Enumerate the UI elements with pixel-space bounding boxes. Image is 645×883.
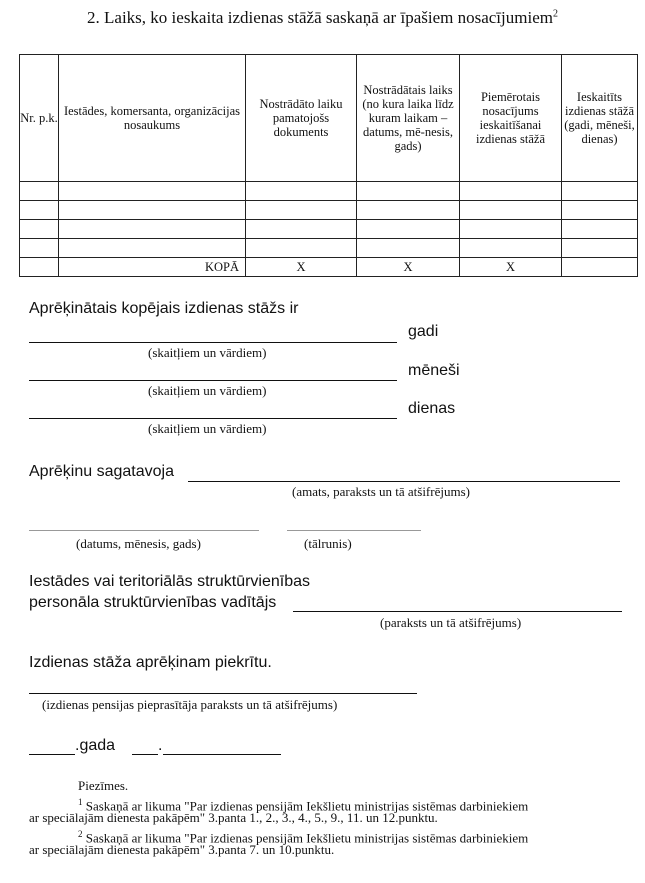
footnote-mark: 2 bbox=[552, 8, 558, 20]
col-header-institution: Iestādes, komersanta, organizācijas nosaukums bbox=[59, 55, 246, 182]
table-row[interactable] bbox=[20, 201, 638, 220]
prepared-hint: (amats, paraksts un tā atšifrējums) bbox=[292, 484, 470, 499]
col-header-document: Nostrādāto laiku pamatojošs dokuments bbox=[246, 55, 357, 182]
note-1-mark: 1 bbox=[78, 797, 83, 807]
table-row[interactable] bbox=[20, 239, 638, 258]
prepared-input-line[interactable] bbox=[188, 481, 620, 482]
year-text: .gada bbox=[75, 737, 116, 754]
applicant-hint: (izdienas pensijas pieprasītāja paraksts un tā atšifrējums) bbox=[42, 697, 338, 712]
section-title: 2. Laiks, ko ieskaita izdienas stāžā saskaņā ar īpašiem nosacījumiem$^2$ bbox=[87, 8, 558, 27]
total-row bbox=[20, 258, 638, 277]
phone-hint: (tālrunis) bbox=[304, 536, 352, 551]
note-2: $^2$ Saskaņā ar likuma "Par izdienas pensijām Iekšlietu ministrijas sistēmas darbiniekiem bbox=[78, 829, 529, 846]
total-label: KOPĀ bbox=[59, 258, 246, 277]
years-hint: (skaitļiem un vārdiem) bbox=[148, 345, 267, 360]
months-input-line[interactable] bbox=[29, 380, 397, 381]
head-label-line1: Iestādes vai teritoriālās struktūrvienības bbox=[29, 573, 311, 590]
total-counted-cell[interactable] bbox=[562, 258, 638, 277]
head-hint: (paraksts un tā atšifrējums) bbox=[380, 615, 522, 630]
note-2-cont: ar speciālajām dienesta pakāpēm" 3.panta 7. un 10.punktu. bbox=[29, 842, 335, 857]
total-x-document: X bbox=[246, 258, 357, 277]
col-header-period: Nostrādātais laiks (no kura laika līdz kuram laikam – datums, mē-nesis, gads) bbox=[357, 55, 460, 182]
calc-intro: Aprēķinātais kopējais izdienas stāžs ir bbox=[29, 300, 299, 317]
date-dot: . bbox=[158, 737, 163, 754]
note-1: $^1$ Saskaņā ar likuma "Par izdienas pensijām Iekšlietu ministrijas sistēmas darbiniekiem bbox=[78, 797, 529, 814]
note-2-mark: 2 bbox=[78, 829, 83, 839]
date-input-line[interactable] bbox=[29, 530, 259, 531]
phone-input-line[interactable] bbox=[287, 530, 421, 531]
table-row[interactable] bbox=[20, 182, 638, 201]
notes-heading: Piezīmes. bbox=[78, 778, 129, 793]
head-signature-line[interactable] bbox=[293, 611, 622, 612]
months-unit: mēneši bbox=[408, 362, 460, 379]
service-time-table bbox=[19, 54, 638, 277]
days-unit: dienas bbox=[408, 400, 456, 417]
years-unit: gadi bbox=[408, 323, 439, 340]
months-hint: (skaitļiem un vārdiem) bbox=[148, 383, 267, 398]
total-x-period: X bbox=[357, 258, 460, 277]
head-label-line2: personāla struktūrvienības vadītājs bbox=[29, 594, 277, 611]
year-input-line[interactable] bbox=[29, 754, 75, 755]
note-1-cont: ar speciālajām dienesta pakāpēm" 3.panta 1., 2., 3., 4., 5., 9., 11. un 12.punktu. bbox=[29, 810, 438, 825]
agree-label: Izdienas stāža aprēķinam piekrītu. bbox=[29, 654, 272, 671]
days-input-line[interactable] bbox=[29, 418, 397, 419]
col-header-nr: Nr. p.k. bbox=[20, 55, 59, 182]
month-input-line[interactable] bbox=[163, 754, 281, 755]
prepared-label: Aprēķinu sagatavoja bbox=[29, 463, 174, 480]
years-input-line[interactable] bbox=[29, 342, 397, 343]
day-input-line[interactable] bbox=[132, 754, 158, 755]
col-header-counted: Ieskaitīts izdienas stāžā (gadi, mēneši, dienas) bbox=[562, 55, 638, 182]
date-hint: (datums, mēnesis, gads) bbox=[76, 536, 201, 551]
col-header-condition: Piemērotais nosacījums ieskaitīšanai izdienas stāžā bbox=[460, 55, 562, 182]
applicant-signature-line[interactable] bbox=[29, 693, 417, 694]
total-x-condition: X bbox=[460, 258, 562, 277]
table-header-row bbox=[20, 55, 638, 182]
table-row[interactable] bbox=[20, 220, 638, 239]
days-hint: (skaitļiem un vārdiem) bbox=[148, 421, 267, 436]
